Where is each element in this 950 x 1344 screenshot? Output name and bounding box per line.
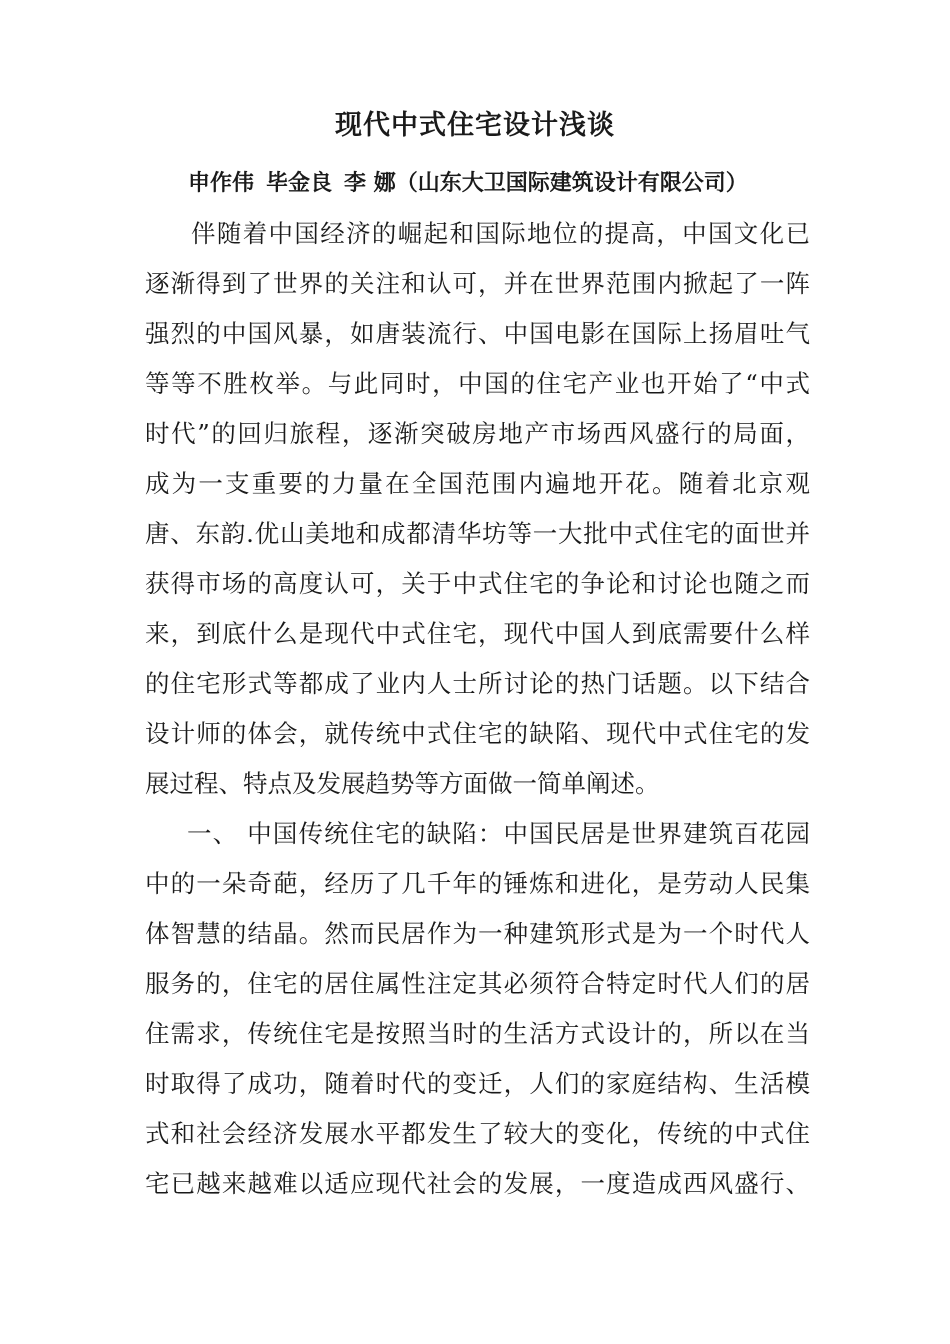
text-line: 成为一支重要的力量在全国范围内遍地开花。随着北京观 xyxy=(145,469,810,498)
text-line: 时代”的回归旅程，逐渐突破房地产市场西风盛行的局面， xyxy=(145,419,810,448)
paragraph-section-one xyxy=(145,809,810,1209)
author-line xyxy=(188,166,808,200)
text-line: 来，到底什么是现代中式住宅，现代中国人到底需要什么样 xyxy=(145,619,810,648)
document-title: 现代中式住宅设计浅谈 xyxy=(335,110,615,141)
text-line: 住需求，传统住宅是按照当时的生活方式设计的，所以在当 xyxy=(145,1019,810,1048)
text-line: 设计师的体会，就传统中式住宅的缺陷、现代中式住宅的发 xyxy=(145,719,810,748)
author-name: 申作伟 xyxy=(188,170,255,196)
text-line: 体智慧的结晶。然而民居作为一种建筑形式是为一个时代人 xyxy=(145,919,810,948)
author-affiliation: （山东大卫国际建筑设计有限公司） xyxy=(395,170,748,196)
author-name: 毕金良 xyxy=(266,170,333,196)
text-line: 宅已越来越难以适应现代社会的发展，一度造成西风盛行、 xyxy=(145,1169,810,1198)
text-line: 展过程、特点及发展趋势等方面做一简单阐述。 xyxy=(145,769,660,798)
text-line: 伴随着中国经济的崛起和国际地位的提高，中国文化已 xyxy=(191,219,810,248)
text-line: 的住宅形式等都成了业内人士所讨论的热门话题。以下结合 xyxy=(145,669,810,698)
text-line: 逐渐得到了世界的关注和认可，并在世界范围内掀起了一阵 xyxy=(145,269,810,298)
text-line: 唐、东韵.优山美地和成都清华坊等一大批中式住宅的面世并 xyxy=(145,519,810,548)
text-line: 服务的，住宅的居住属性注定其必须符合特定时代人们的居 xyxy=(145,969,810,998)
text-line: 等等不胜枚举。与此同时，中国的住宅产业也开始了“中式 xyxy=(145,369,810,398)
text-line: 获得市场的高度认可，关于中式住宅的争论和讨论也随之而 xyxy=(145,569,810,598)
author-name: 李 娜 xyxy=(344,170,396,196)
text-line: 中的一朵奇葩，经历了几千年的锤炼和进化，是劳动人民集 xyxy=(145,869,810,898)
text-line: 时取得了成功，随着时代的变迁，人们的家庭结构、生活模 xyxy=(145,1069,810,1098)
text-line: 一、 中国传统住宅的缺陷：中国民居是世界建筑百花园 xyxy=(187,819,810,848)
text-line: 强烈的中国风暴，如唐装流行、中国电影在国际上扬眉吐气 xyxy=(145,319,810,348)
text-line: 式和社会经济发展水平都发生了较大的变化，传统的中式住 xyxy=(145,1119,810,1148)
paragraph-introduction xyxy=(145,209,810,809)
